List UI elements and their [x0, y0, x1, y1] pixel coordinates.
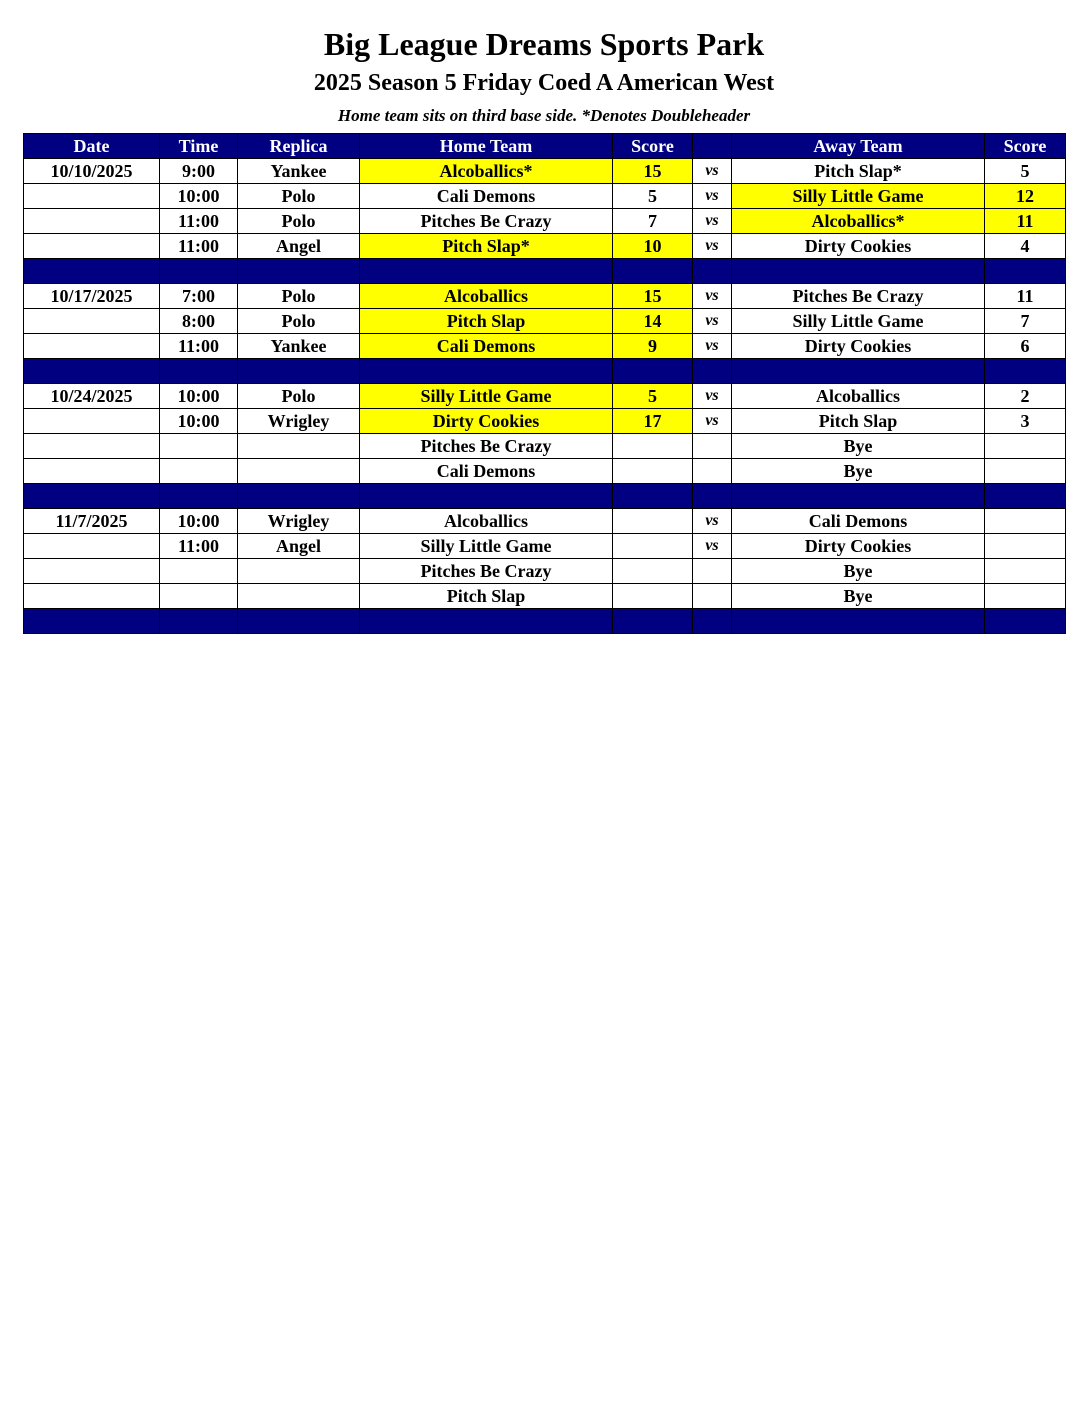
cell-vs: vs — [693, 284, 732, 309]
cell-home-score: 14 — [613, 309, 693, 334]
cell-vs: vs — [693, 534, 732, 559]
cell-home-team: Silly Little Game — [360, 384, 613, 409]
cell-date — [24, 184, 160, 209]
cell-replica: Polo — [238, 209, 360, 234]
cell-away-score: 3 — [985, 409, 1066, 434]
cell-home-team: Cali Demons — [360, 334, 613, 359]
separator-cell — [238, 484, 360, 509]
cell-date: 10/10/2025 — [24, 159, 160, 184]
cell-home-team: Pitch Slap* — [360, 234, 613, 259]
schedule-table — [23, 133, 1066, 634]
table-header-row — [24, 134, 1066, 159]
cell-vs: vs — [693, 509, 732, 534]
cell-away-score — [985, 584, 1066, 609]
cell-home-score: 15 — [613, 284, 693, 309]
cell-home-team: Pitch Slap — [360, 584, 613, 609]
cell-date — [24, 334, 160, 359]
cell-home-team: Pitches Be Crazy — [360, 559, 613, 584]
cell-home-team: Cali Demons — [360, 184, 613, 209]
cell-away-team: Bye — [732, 434, 985, 459]
cell-vs: vs — [693, 409, 732, 434]
cell-away-score: 12 — [985, 184, 1066, 209]
table-row — [24, 209, 1066, 234]
cell-home-score — [613, 559, 693, 584]
separator-cell — [732, 609, 985, 634]
cell-away-team: Alcoballics — [732, 384, 985, 409]
separator-cell — [613, 609, 693, 634]
separator-cell — [360, 259, 613, 284]
cell-replica: Wrigley — [238, 509, 360, 534]
cell-date — [24, 459, 160, 484]
cell-time: 10:00 — [160, 184, 238, 209]
cell-time — [160, 584, 238, 609]
separator-cell — [24, 609, 160, 634]
column-header-away-score: Score — [985, 134, 1066, 159]
cell-away-score — [985, 434, 1066, 459]
separator-cell — [732, 484, 985, 509]
cell-vs — [693, 559, 732, 584]
cell-time — [160, 459, 238, 484]
cell-replica: Polo — [238, 184, 360, 209]
separator-row — [24, 359, 1066, 384]
cell-time: 7:00 — [160, 284, 238, 309]
cell-away-score: 5 — [985, 159, 1066, 184]
separator-cell — [693, 609, 732, 634]
table-row — [24, 409, 1066, 434]
cell-replica: Angel — [238, 534, 360, 559]
cell-away-score — [985, 559, 1066, 584]
cell-date — [24, 209, 160, 234]
separator-cell — [613, 259, 693, 284]
column-header-vs — [693, 134, 732, 159]
table-row — [24, 234, 1066, 259]
page-note: Home team sits on third base side. *Denotes Doubleheader — [337, 106, 751, 125]
cell-away-team: Bye — [732, 559, 985, 584]
cell-away-team: Bye — [732, 584, 985, 609]
separator-cell — [160, 609, 238, 634]
cell-replica — [238, 459, 360, 484]
separator-cell — [360, 359, 613, 384]
separator-cell — [985, 484, 1066, 509]
separator-cell — [238, 359, 360, 384]
table-row — [24, 334, 1066, 359]
separator-cell — [732, 359, 985, 384]
cell-replica: Polo — [238, 284, 360, 309]
cell-time: 10:00 — [160, 384, 238, 409]
separator-cell — [360, 484, 613, 509]
cell-away-team: Dirty Cookies — [732, 234, 985, 259]
cell-away-team: Silly Little Game — [732, 184, 985, 209]
cell-vs: vs — [693, 184, 732, 209]
cell-date — [24, 584, 160, 609]
cell-away-score — [985, 534, 1066, 559]
cell-vs: vs — [693, 309, 732, 334]
cell-home-score: 10 — [613, 234, 693, 259]
separator-cell — [160, 259, 238, 284]
cell-time: 8:00 — [160, 309, 238, 334]
cell-date — [24, 234, 160, 259]
cell-time: 10:00 — [160, 409, 238, 434]
separator-row — [24, 609, 1066, 634]
cell-away-team: Cali Demons — [732, 509, 985, 534]
table-row — [24, 534, 1066, 559]
cell-home-score — [613, 459, 693, 484]
separator-cell — [24, 259, 160, 284]
cell-replica: Angel — [238, 234, 360, 259]
separator-cell — [24, 359, 160, 384]
cell-away-score: 11 — [985, 209, 1066, 234]
cell-time: 11:00 — [160, 534, 238, 559]
cell-home-score: 17 — [613, 409, 693, 434]
cell-home-team: Pitch Slap — [360, 309, 613, 334]
cell-time: 11:00 — [160, 334, 238, 359]
cell-home-team: Alcoballics* — [360, 159, 613, 184]
cell-home-team: Cali Demons — [360, 459, 613, 484]
column-header-home-score: Score — [613, 134, 693, 159]
cell-date — [24, 434, 160, 459]
separator-cell — [985, 259, 1066, 284]
cell-replica: Polo — [238, 384, 360, 409]
cell-replica: Yankee — [238, 334, 360, 359]
cell-away-score: 7 — [985, 309, 1066, 334]
cell-replica: Polo — [238, 309, 360, 334]
cell-home-score: 5 — [613, 184, 693, 209]
cell-home-score — [613, 509, 693, 534]
table-row — [24, 184, 1066, 209]
cell-home-score — [613, 584, 693, 609]
separator-row — [24, 484, 1066, 509]
cell-away-team: Silly Little Game — [732, 309, 985, 334]
cell-date: 10/17/2025 — [24, 284, 160, 309]
cell-home-score — [613, 534, 693, 559]
table-row — [24, 434, 1066, 459]
cell-replica — [238, 584, 360, 609]
cell-time: 10:00 — [160, 509, 238, 534]
cell-home-team: Dirty Cookies — [360, 409, 613, 434]
separator-cell — [360, 609, 613, 634]
cell-date — [24, 559, 160, 584]
cell-vs — [693, 584, 732, 609]
cell-away-team: Pitch Slap* — [732, 159, 985, 184]
column-header-time: Time — [160, 134, 238, 159]
cell-replica — [238, 434, 360, 459]
cell-time: 9:00 — [160, 159, 238, 184]
cell-time: 11:00 — [160, 234, 238, 259]
column-header-home-team: Home Team — [360, 134, 613, 159]
separator-cell — [238, 259, 360, 284]
table-row — [24, 284, 1066, 309]
cell-vs — [693, 459, 732, 484]
separator-cell — [160, 484, 238, 509]
separator-cell — [613, 484, 693, 509]
cell-time: 11:00 — [160, 209, 238, 234]
separator-cell — [238, 609, 360, 634]
table-row — [24, 384, 1066, 409]
cell-date — [24, 309, 160, 334]
separator-cell — [693, 259, 732, 284]
page-title: Big League Dreams Sports Park — [323, 26, 765, 62]
separator-row — [24, 259, 1066, 284]
cell-home-team: Silly Little Game — [360, 534, 613, 559]
separator-cell — [24, 484, 160, 509]
cell-replica: Wrigley — [238, 409, 360, 434]
cell-home-score: 7 — [613, 209, 693, 234]
cell-replica — [238, 559, 360, 584]
schedule-body — [24, 159, 1066, 634]
table-row — [24, 459, 1066, 484]
separator-cell — [985, 359, 1066, 384]
cell-away-team: Alcoballics* — [732, 209, 985, 234]
cell-away-team: Bye — [732, 459, 985, 484]
cell-vs: vs — [693, 209, 732, 234]
cell-away-score: 11 — [985, 284, 1066, 309]
cell-home-score: 9 — [613, 334, 693, 359]
separator-cell — [613, 359, 693, 384]
cell-away-score — [985, 509, 1066, 534]
cell-vs: vs — [693, 234, 732, 259]
table-row — [24, 559, 1066, 584]
cell-home-team: Alcoballics — [360, 284, 613, 309]
cell-away-score — [985, 459, 1066, 484]
cell-date — [24, 534, 160, 559]
cell-home-score: 5 — [613, 384, 693, 409]
table-row — [24, 309, 1066, 334]
separator-cell — [693, 484, 732, 509]
cell-away-team: Pitch Slap — [732, 409, 985, 434]
separator-cell — [732, 259, 985, 284]
cell-away-team: Dirty Cookies — [732, 334, 985, 359]
page-subtitle: 2025 Season 5 Friday Coed A American West — [313, 70, 775, 96]
separator-cell — [693, 359, 732, 384]
cell-home-team: Alcoballics — [360, 509, 613, 534]
cell-time — [160, 434, 238, 459]
table-row — [24, 584, 1066, 609]
column-header-date: Date — [24, 134, 160, 159]
cell-away-team: Dirty Cookies — [732, 534, 985, 559]
cell-vs: vs — [693, 334, 732, 359]
cell-away-score: 2 — [985, 384, 1066, 409]
cell-home-score: 15 — [613, 159, 693, 184]
cell-date: 10/24/2025 — [24, 384, 160, 409]
cell-vs: vs — [693, 384, 732, 409]
table-row — [24, 159, 1066, 184]
cell-time — [160, 559, 238, 584]
separator-cell — [985, 609, 1066, 634]
cell-vs: vs — [693, 159, 732, 184]
cell-home-team: Pitches Be Crazy — [360, 434, 613, 459]
table-row — [24, 509, 1066, 534]
separator-cell — [160, 359, 238, 384]
cell-date — [24, 409, 160, 434]
cell-away-team: Pitches Be Crazy — [732, 284, 985, 309]
column-header-replica: Replica — [238, 134, 360, 159]
cell-home-team: Pitches Be Crazy — [360, 209, 613, 234]
column-header-away-team: Away Team — [732, 134, 985, 159]
cell-home-score — [613, 434, 693, 459]
cell-vs — [693, 434, 732, 459]
cell-replica: Yankee — [238, 159, 360, 184]
cell-date: 11/7/2025 — [24, 509, 160, 534]
cell-away-score: 6 — [985, 334, 1066, 359]
cell-away-score: 4 — [985, 234, 1066, 259]
